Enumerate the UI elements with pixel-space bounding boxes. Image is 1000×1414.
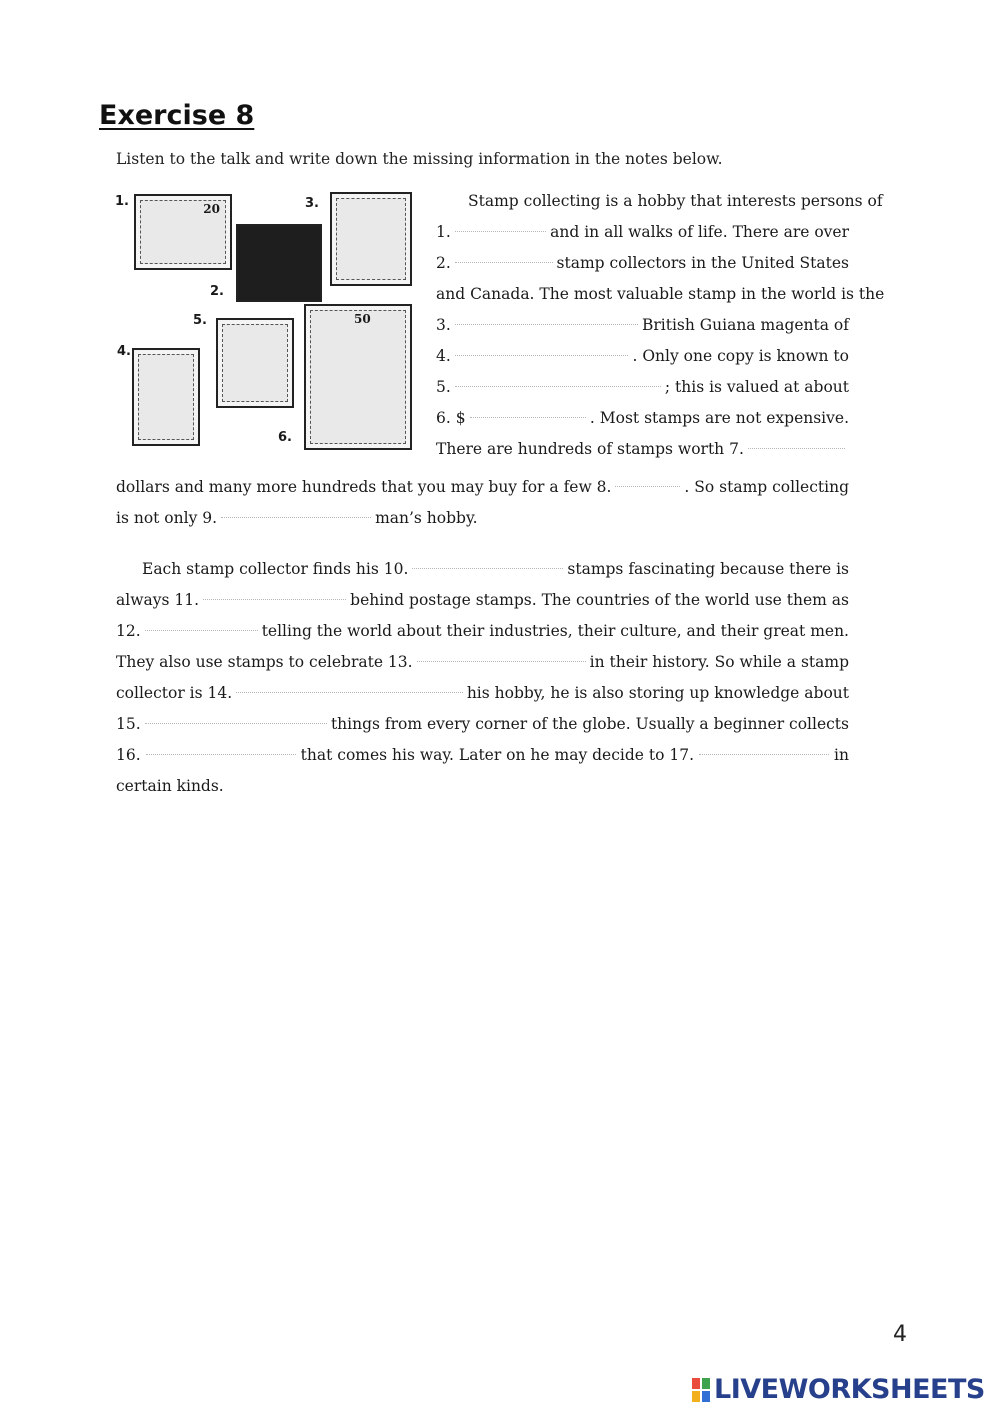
- stamp-4-owl: [132, 348, 200, 446]
- stamp-3-bird: [330, 192, 412, 286]
- stamp-6-cathedral: [304, 304, 412, 450]
- answer-blank-2[interactable]: [455, 248, 553, 263]
- answer-blank-17[interactable]: [699, 740, 829, 755]
- answer-blank-11[interactable]: [203, 585, 346, 600]
- text-line: Each stamp collector finds his 10. stamps fascinating because there is: [116, 554, 849, 585]
- answer-blank-6[interactable]: [470, 403, 586, 418]
- answer-blank-5[interactable]: [455, 372, 661, 387]
- answer-blank-9[interactable]: [221, 503, 371, 518]
- page-number: 4: [893, 1322, 907, 1347]
- stamp-label-3: 3.: [305, 196, 319, 211]
- text-line: always 11. behind postage stamps. The countries of the world use them as: [116, 585, 849, 616]
- text-line: 15. things from every corner of the globe. Usually a beginner collects: [116, 709, 849, 740]
- text-line: 6. $ . Most stamps are not expensive.: [436, 403, 849, 434]
- text-line: 5. ; this is valued at about: [436, 372, 849, 403]
- answer-blank-1[interactable]: [455, 217, 546, 232]
- stamp-5-sun: [216, 318, 294, 408]
- answer-blank-15[interactable]: [145, 709, 327, 724]
- brand-name: LIVEWORKSHEETS: [714, 1374, 985, 1405]
- text-line: and Canada. The most valuable stamp in the world is the: [436, 285, 885, 303]
- text-line: 12. telling the world about their industries, their culture, and their great men.: [116, 616, 849, 647]
- stamp-6-value: 50: [354, 312, 371, 326]
- text-line: 4. . Only one copy is known to: [436, 341, 849, 372]
- stamp-illustrations: [112, 188, 418, 456]
- text-line: There are hundreds of stamps worth 7.: [436, 434, 849, 465]
- answer-blank-10[interactable]: [412, 554, 563, 569]
- answer-blank-4[interactable]: [455, 341, 629, 356]
- text-line: certain kinds.: [116, 777, 224, 795]
- page-title: Exercise 8: [99, 100, 255, 131]
- text-line: is not only 9. man’s hobby.: [116, 503, 849, 534]
- paragraph-1-right: [436, 186, 885, 465]
- text-line: 3. British Guiana magenta of: [436, 310, 849, 341]
- brand-footer: [692, 1374, 985, 1405]
- stamp-label-5: 5.: [193, 313, 207, 328]
- answer-blank-13[interactable]: [417, 647, 586, 662]
- answer-blank-14[interactable]: [236, 678, 463, 693]
- text-line: They also use stamps to celebrate 13. in their history. So while a stamp: [116, 647, 849, 678]
- text-line: 2. stamp collectors in the United States: [436, 248, 849, 279]
- instruction: Listen to the talk and write down the missing information in the notes below.: [116, 150, 723, 168]
- stamp-label-6: 6.: [278, 430, 292, 445]
- text-line: dollars and many more hundreds that you may buy for a few 8. . So stamp collecting: [116, 472, 849, 503]
- text-line: Stamp collecting is a hobby that interests persons of: [468, 192, 883, 210]
- answer-blank-12[interactable]: [145, 616, 258, 631]
- stamp-label-4: 4.: [117, 344, 131, 359]
- paragraph-2: [116, 554, 849, 802]
- stamp-label-2: 2.: [210, 284, 224, 299]
- answer-blank-8[interactable]: [615, 472, 680, 487]
- text-line: collector is 14. his hobby, he is also storing up knowledge about: [116, 678, 849, 709]
- text-line: 16. that comes his way. Later on he may decide to 17. in: [116, 740, 849, 771]
- stamp-label-1: 1.: [115, 194, 129, 209]
- liveworksheets-logo-icon: [692, 1378, 710, 1402]
- stamp-1-value: 20: [203, 202, 220, 216]
- stamp-1-ship: [134, 194, 232, 270]
- stamp-2-dark: [236, 224, 322, 302]
- text-line: 1. and in all walks of life. There are over: [436, 217, 849, 248]
- answer-blank-3[interactable]: [455, 310, 638, 325]
- paragraph-1-continued: [116, 472, 849, 534]
- answer-blank-7[interactable]: [748, 434, 845, 449]
- answer-blank-16[interactable]: [146, 740, 296, 755]
